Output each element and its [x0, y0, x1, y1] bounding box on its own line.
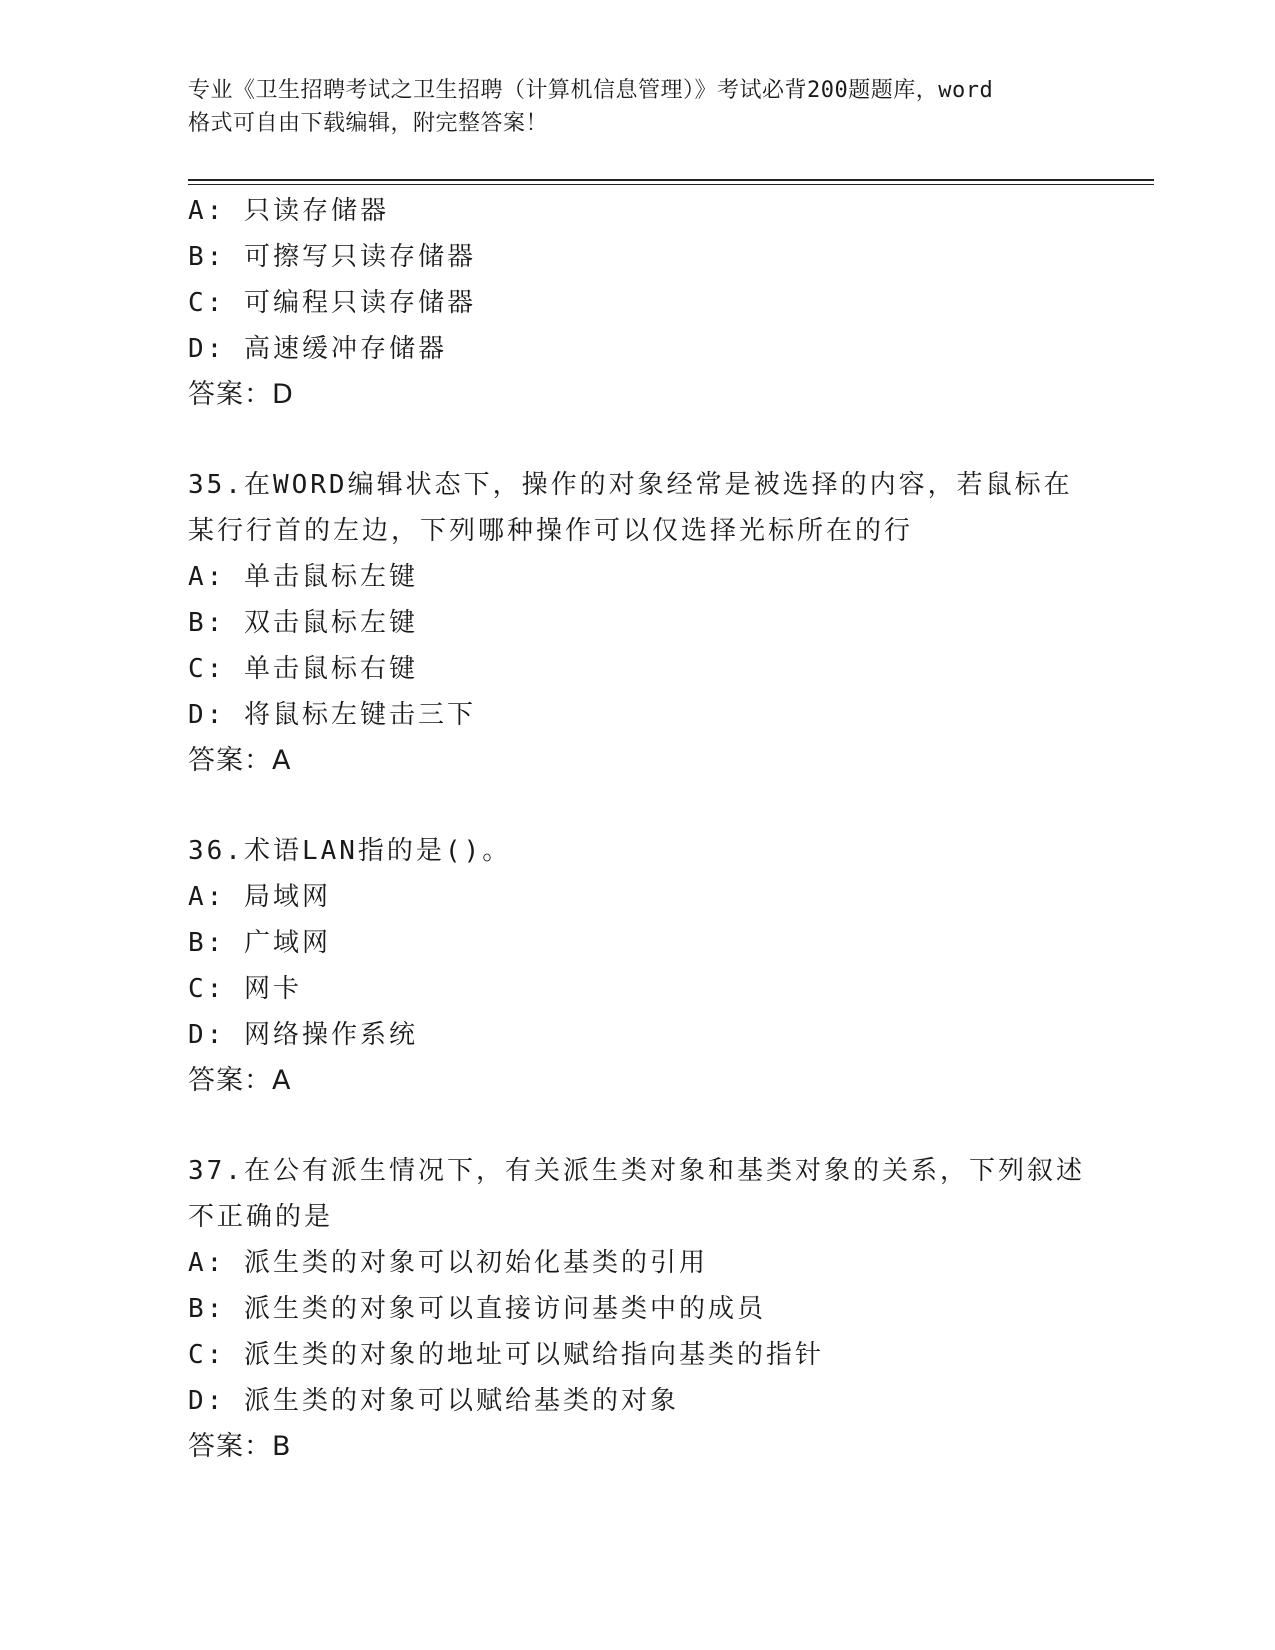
header-line-2: 格式可自由下载编辑，附完整答案！	[188, 111, 549, 136]
option-b: B: 广域网	[188, 928, 331, 958]
question-block-36	[188, 828, 1088, 1104]
question-list	[188, 188, 1088, 1470]
header-divider-thin	[188, 184, 1154, 185]
option-c: C: 网卡	[188, 974, 302, 1004]
answer-label: 答案：B	[188, 1431, 292, 1462]
option-c: C: 单击鼠标右键	[188, 654, 418, 684]
option-a: A: 局域网	[188, 882, 331, 912]
option-a: A: 只读存储器	[188, 196, 389, 226]
question-block-34	[188, 188, 1088, 418]
option-b: B: 可擦写只读存储器	[188, 242, 476, 272]
option-b: B: 双击鼠标左键	[188, 608, 418, 638]
question-block-35	[188, 462, 1088, 784]
option-d: D: 将鼠标左键击三下	[188, 700, 476, 730]
option-b: B: 派生类的对象可以直接访问基类中的成员	[188, 1294, 766, 1324]
option-c: C: 可编程只读存储器	[188, 288, 476, 318]
question-text: 36.术语LAN指的是()。	[188, 836, 512, 866]
question-text-continued: 某行行首的左边，下列哪种操作可以仅选择光标所在的行	[188, 516, 914, 546]
option-d: D: 高速缓冲存储器	[188, 334, 447, 364]
answer-label: 答案：A	[188, 745, 292, 776]
header-line-1: 专业《卫生招聘考试之卫生招聘（计算机信息管理）》考试必背200题题库，word	[188, 78, 994, 103]
document-header	[188, 74, 1088, 140]
answer-label: 答案：D	[188, 379, 294, 410]
header-divider-thick	[188, 179, 1154, 181]
answer-label: 答案：A	[188, 1065, 292, 1096]
spacer	[188, 784, 1088, 828]
option-a: A: 派生类的对象可以初始化基类的引用	[188, 1248, 708, 1278]
question-text: 37.在公有派生情况下，有关派生类对象和基类对象的关系，下列叙述	[188, 1156, 1085, 1186]
spacer	[188, 418, 1088, 462]
question-text: 35.在WORD编辑状态下，操作的对象经常是被选择的内容，若鼠标在	[188, 470, 1073, 500]
option-d: D: 派生类的对象可以赋给基类的对象	[188, 1386, 679, 1416]
spacer	[188, 1104, 1088, 1148]
option-c: C: 派生类的对象的地址可以赋给指向基类的指针	[188, 1340, 824, 1370]
option-a: A: 单击鼠标左键	[188, 562, 418, 592]
question-text-continued: 不正确的是	[188, 1202, 334, 1232]
option-d: D: 网络操作系统	[188, 1020, 418, 1050]
question-block-37	[188, 1148, 1088, 1470]
